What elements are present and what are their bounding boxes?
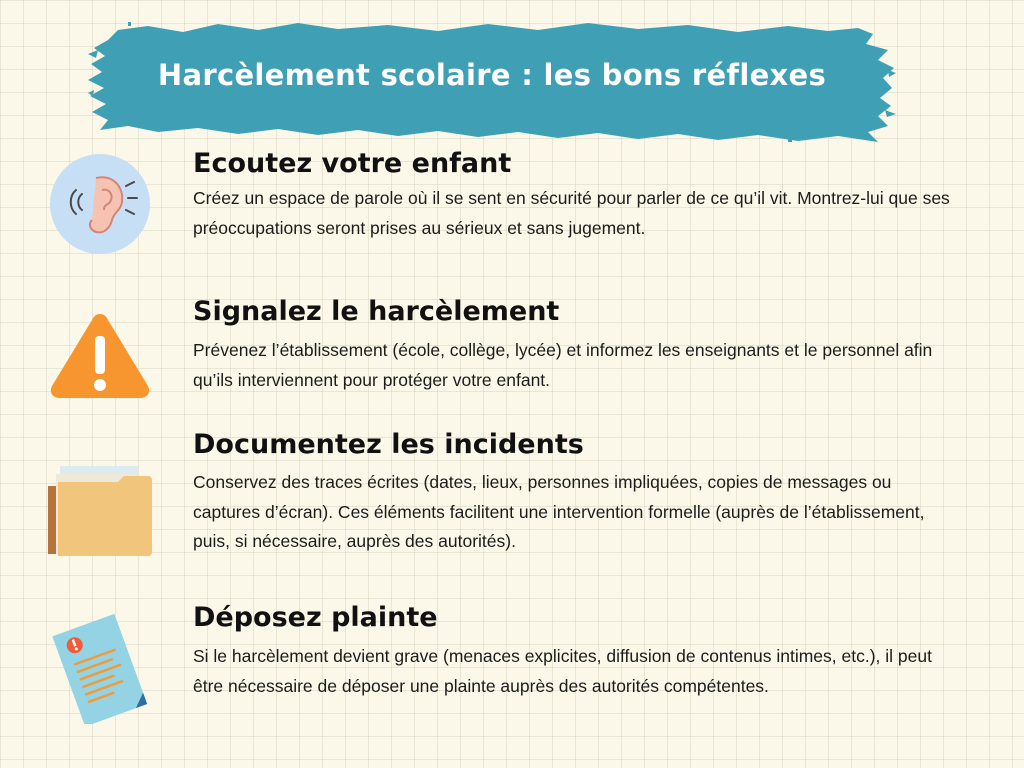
section-heading: Signalez le harcèlement bbox=[193, 296, 560, 327]
section-text: Prévenez l’établissement (école, collège, lycée) et informez les enseignants et le personnel afin qu’ils interviennent pour protéger votre enfant. bbox=[193, 340, 933, 390]
section-text: Si le harcèlement devient grave (menaces explicites, diffusion de contenus intimes, etc.), il peut être nécessaire de déposer une plainte auprès des autorités compétentes. bbox=[193, 646, 932, 696]
document-alert-icon bbox=[44, 612, 156, 724]
warning-icon bbox=[44, 302, 156, 414]
ear-icon bbox=[44, 148, 156, 260]
section-text: Créez un espace de parole où il se sent en sécurité pour parler de ce qu’il vit. Montrez-lui que ses préoccupations seront prises au sérieux et sans jugement. bbox=[193, 188, 950, 238]
section-heading: Déposez plainte bbox=[193, 602, 438, 633]
section-text: Conservez des traces écrites (dates, lieux, personnes impliquées, copies de messages ou captures d’écran). Ces éléments facilitent une intervention formelle (auprès de l’établissement, puis, si nécessaire, auprès des autorités). bbox=[193, 472, 925, 551]
folder-icon bbox=[44, 456, 156, 568]
section-heading: Documentez les incidents bbox=[193, 429, 584, 460]
title-banner bbox=[88, 20, 896, 144]
section-heading: Ecoutez votre enfant bbox=[193, 148, 512, 179]
page-title: Harcèlement scolaire : les bons réflexes bbox=[157, 58, 827, 92]
